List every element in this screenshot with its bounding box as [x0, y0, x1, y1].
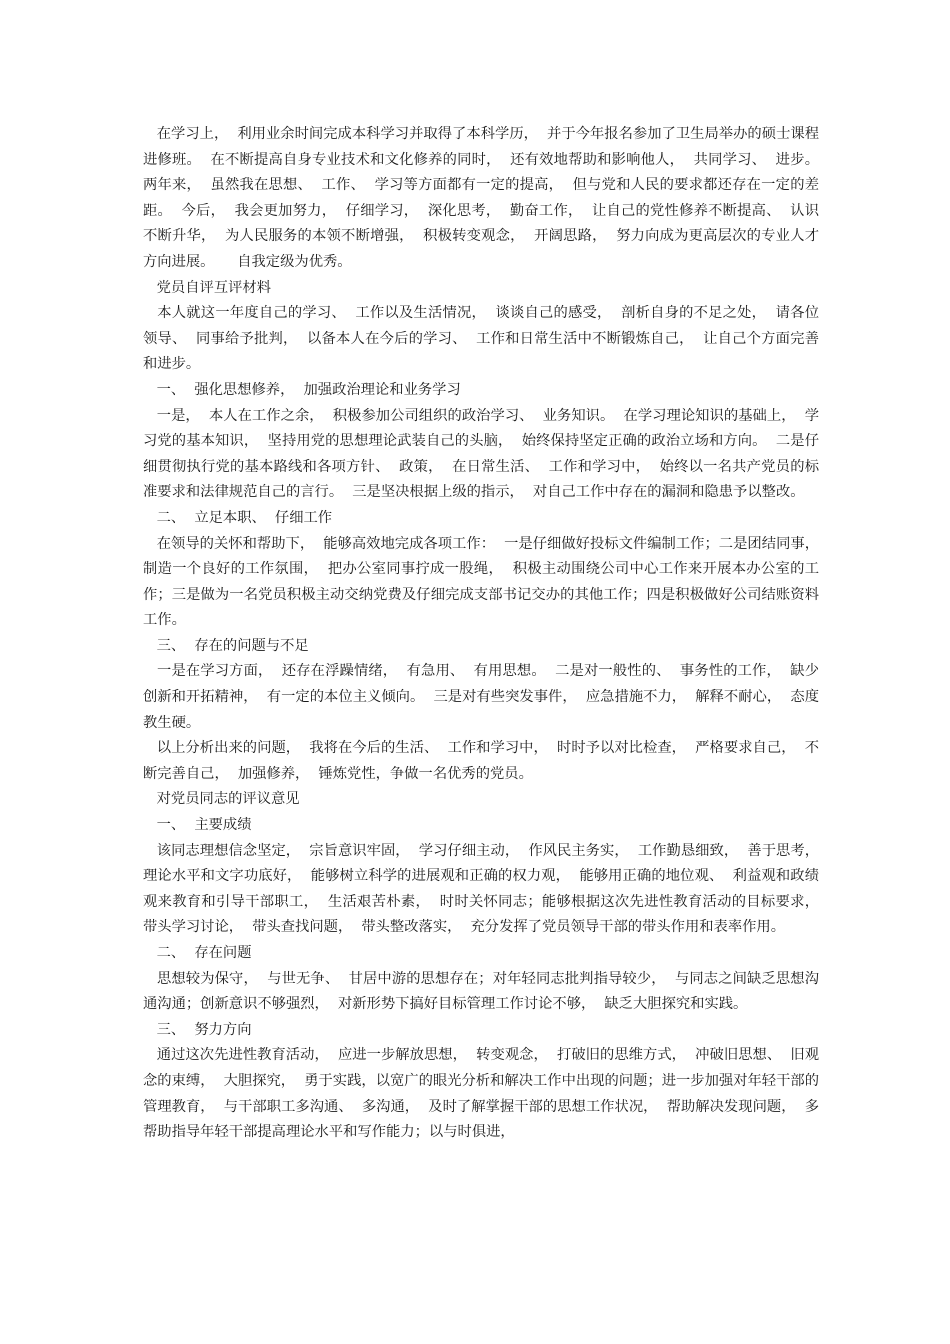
heading-problems: 三、 存在的问题与不足	[143, 637, 309, 654]
paragraph-direction: 通过这次先进性教育活动， 应进一步解放思想， 转变观念， 打破旧的思维方式， 冲破旧思想、 旧观念的束缚， 大胆探究， 勇于实践，以宽广的眼光分析和解决工作中出现的问题；进一步加强对年轻干部的管理教育， 与干部职工多沟通、 多沟通， 及时了解掌握干部的思想工作状况， 帮助解决发现问题， 多帮助指导年轻干部提高理论水平和写作能力；以与时俱进，	[143, 1047, 819, 1141]
paragraph-existing-problems: 思想较为保守， 与世无争、 甘居中游的思想存在；对年轻同志批判指导较少， 与同志之间缺乏思想沟通沟通；创新意识不够强烈， 对新形势下搞好目标管理工作讨论不够， 缺乏大胆探究和实践。	[143, 970, 819, 1013]
heading-strengthen-ideology: 一、 强化思想修养， 加强政治理论和业务学习	[143, 381, 461, 398]
heading-achievements: 一、 主要成绩	[143, 817, 252, 834]
paragraph-introduction: 本人就这一年度自己的学习、 工作以及生活情况， 谈谈自己的感受， 剖析自身的不足之处， 请各位领导、 同事给予批判， 以备本人在今后的学习、 工作和日常生活中不断锻炼自己， 让自己个方面完善和进步。	[143, 305, 819, 373]
paragraph-study-summary: 在学习上， 利用业余时间完成本科学习并取得了本科学历， 并于今年报名参加了卫生局举办的硕士课程进修班。 在不断提高自身专业技术和文化修养的同时， 还有效地帮助和影响他人， 共同学习、 进步。两年来， 虽然我在思想、 工作、 学习等方面都有一定的提高， 但与党和人民的要求都还存在一定的差距。 今后， 我会更加努力， 仔细学习， 深化思考， 勤奋工作， 让自己的党性修养不断提高、 认识不断升华， 为人民服务的本领不断增强， 积极转变观念， 开阔思路， 努力向成为更高层次的专业人才方向进展。 自我定级为优秀。	[143, 126, 819, 270]
heading-direction: 三、 努力方向	[143, 1021, 252, 1038]
heading-work-duties: 二、 立足本职、 仔细工作	[143, 509, 333, 526]
paragraph-problems: 一是在学习方面， 还存在浮躁情绪， 有急用、 有用思想。 二是对一般性的、 事务性的工作， 缺少创新和开拓精神， 有一定的本位主义倾向。 三是对有些突发事件， 应急措施不力， 解释不耐心， 态度教生硬。	[143, 663, 819, 731]
section-title-self-evaluation: 党员自评互评材料	[143, 279, 272, 296]
heading-existing-problems: 二、 存在问题	[143, 945, 252, 961]
paragraph-strengthen-ideology: 一是， 本人在工作之余， 积极参加公司组织的政治学习、 业务知识。 在学习理论知识的基础上， 学习党的基本知识， 坚持用党的思想理论武装自己的头脑， 始终保持坚定正确的政治立场和方向。 二是仔细贯彻执行党的基本路线和各项方针、 政策， 在日常生活、 工作和学习中， 始终以一名共产党员的标准要求和法律规范自己的言行。 三是坚决根据上级的指示， 对自己工作中存在的漏洞和隐患予以整改。	[143, 407, 819, 501]
paragraph-work-duties: 在领导的关怀和帮助下， 能够高效地完成各项工作： 一是仔细做好投标文件编制工作；二是团结同事， 制造一个良好的工作氛围， 把办公室同事拧成一股绳， 积极主动围绕公司中心工作来开展本办公室的工作；三是做为一名党员积极主动交纳党费及仔细完成支部书记交办的其他工作；四是积极做好公司结账资料工作。	[143, 535, 829, 629]
section-title-peer-review: 对党员同志的评议意见	[143, 791, 300, 808]
document-body	[143, 122, 829, 1146]
paragraph-improvement-plan: 以上分析出来的问题， 我将在今后的生活、 工作和学习中， 时时予以对比检查， 严格要求自己， 不断完善自己， 加强修养， 锤炼党性，争做一名优秀的党员。	[143, 740, 819, 782]
paragraph-achievements: 该同志理想信念坚定， 宗旨意识牢固， 学习仔细主动， 作风民主务实， 工作勤恳细致， 善于思考， 理论水平和文字功底好， 能够树立科学的进展观和正确的权力观， 能够用正确的地位观、 利益观和政绩观来教育和引导干部职工， 生活艰苦朴素， 时时关怀同志；能够根据这次先进性教育活动的目标要求， 带头学习讨论， 带头查找问题， 带头整改落实， 充分发挥了党员领导干部的带头作用和表率作用。	[143, 842, 829, 936]
